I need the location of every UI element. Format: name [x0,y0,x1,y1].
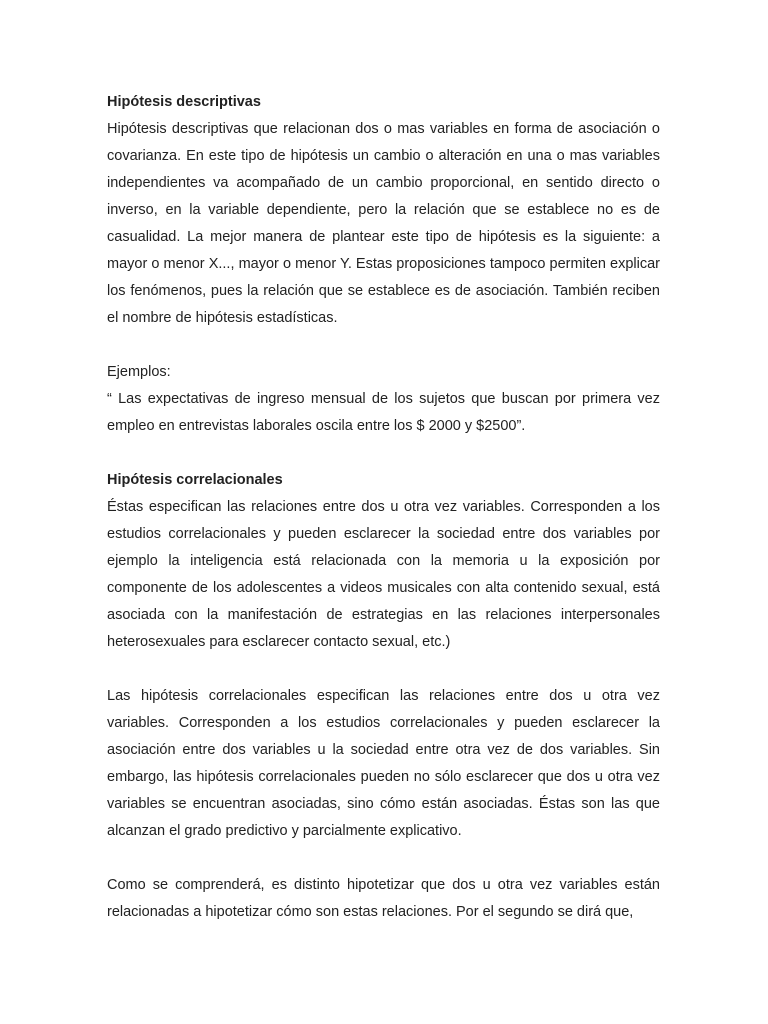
section-heading-correlacionales: Hipótesis correlacionales [107,472,283,488]
paragraph-correlacionales-2: Las hipótesis correlacionales especifican las relaciones entre dos u otra vez variables. Corresponden a los estudios correlacionales y pueden esclarecer la asociación entre dos variables u la sociedad entre otra vez de dos variables. Sin embargo, las hipótesis correlacionales pueden no sólo esclarecer que dos u otra vez variables se encuentran asociadas, sino cómo están asociadas. Éstas son las que alcanzan el grado predictivo y parcialmente explicativo. [107,688,660,839]
spacer [107,332,660,359]
spacer [107,440,660,467]
spacer [107,656,660,683]
examples-label: Ejemplos: [107,364,171,380]
paragraph-correlacionales-3: Como se comprenderá, es distinto hipotetizar que dos u otra vez variables están relacionadas a hipotetizar cómo son estas relaciones. Por el segundo se dirá que, [107,877,660,920]
section-heading-descriptivas: Hipótesis descriptivas [107,94,261,110]
spacer [107,845,660,872]
paragraph-descriptivas: Hipótesis descriptivas que relacionan dos o mas variables en forma de asociación o covarianza. En este tipo de hipótesis un cambio o alteración en una o mas variables independientes va acompañado de un cambio proporcional, en sentido directo o inverso, en la variable dependiente, pero la relación que se establece no es de casualidad. La mejor manera de plantear este tipo de hipótesis es la siguiente: a mayor o menor X..., mayor o menor Y. Estas proposiciones tampoco permiten explicar los fenómenos, pues la relación que se establece es de asociación. También reciben el nombre de hipótesis estadísticas. [107,121,660,326]
example-quote: “ Las expectativas de ingreso mensual de los sujetos que buscan por primera vez empleo en entrevistas laborales oscila entre los $ 2000 y $2500”. [107,391,660,434]
paragraph-correlacionales-1: Éstas especifican las relaciones entre dos u otra vez variables. Corresponden a los estudios correlacionales y pueden esclarecer la sociedad entre dos variables por ejemplo la inteligencia está relacionada con la memoria u la exposición por componente de los adolescentes a videos musicales con alta contenido sexual, está asociada con la manifestación de estrategias en las relaciones interpersonales heterosexuales para esclarecer contacto sexual, etc.) [107,499,660,650]
